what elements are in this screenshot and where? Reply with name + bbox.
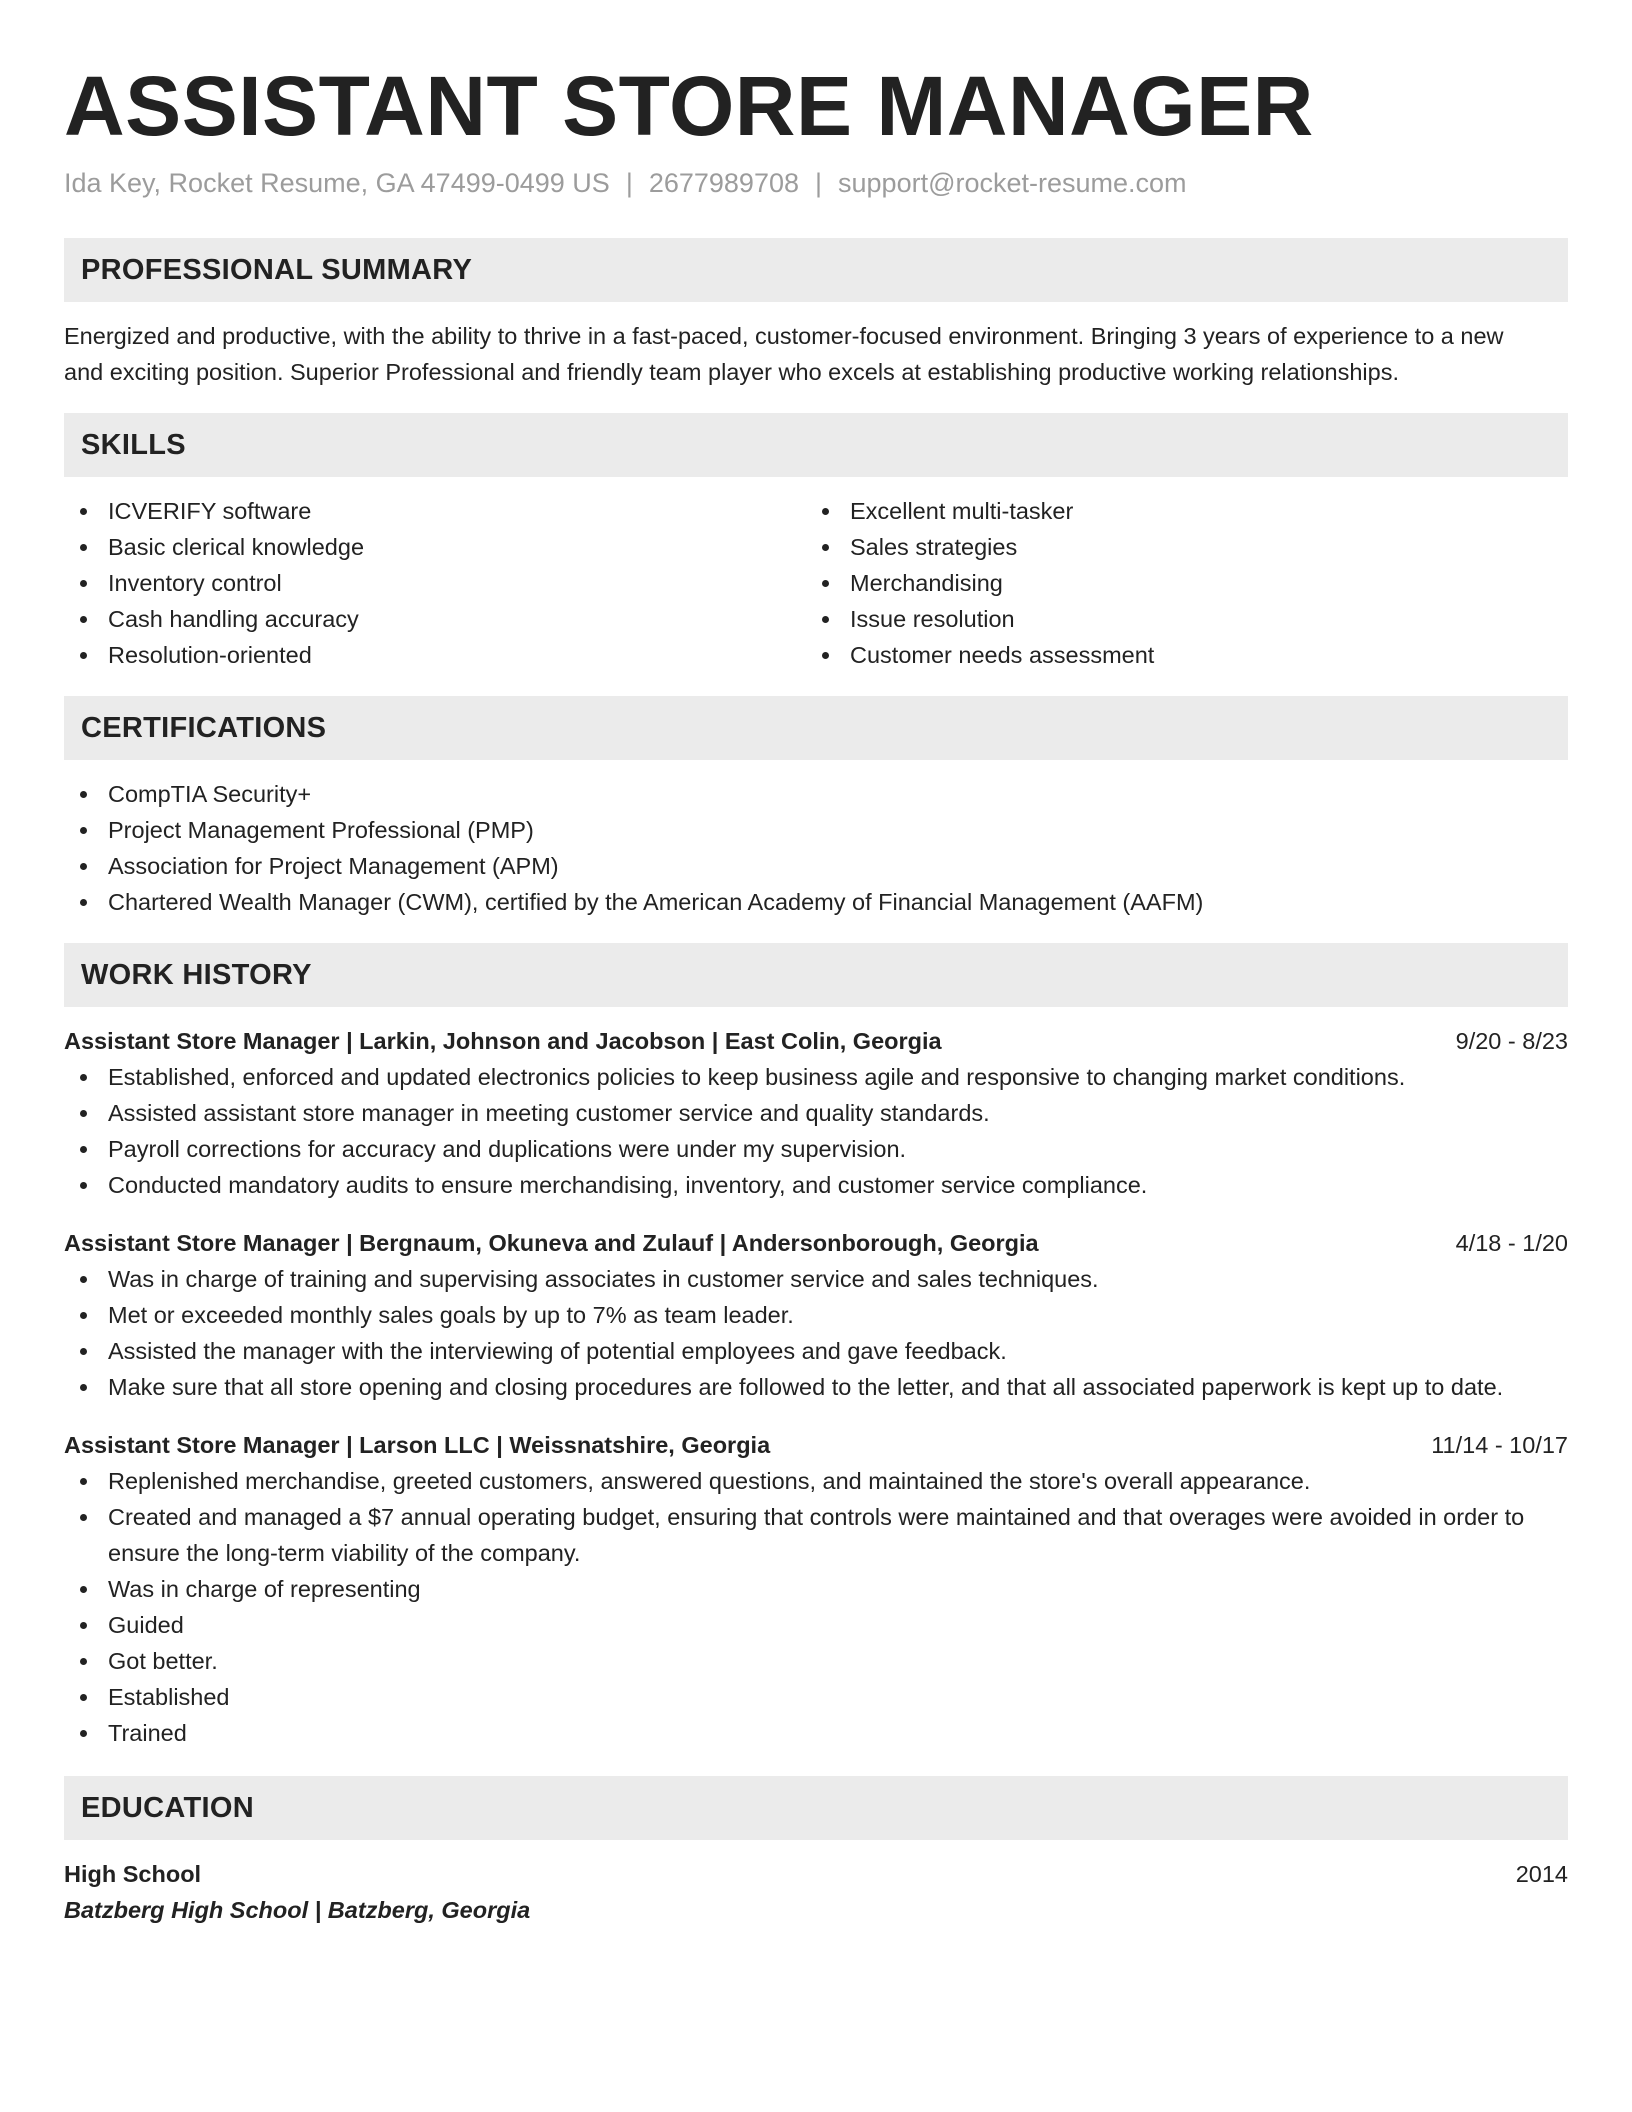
job-title: Assistant Store Manager | Larkin, Johnson and Jacobson | East Colin, Georgia [64, 1028, 942, 1054]
job-bullet: Created and managed a $7 annual operating budget, ensuring that controls were maintained and that overages were avoided in order to ensure the long-term viability of the company. [64, 1499, 1568, 1571]
certification-item: Project Management Professional (PMP) [64, 812, 1568, 848]
job-bullet: Established, enforced and updated electronics policies to keep business agile and responsive to changing market conditions. [64, 1059, 1568, 1095]
job-bullet: Replenished merchandise, greeted customers, answered questions, and maintained the store's overall appearance. [64, 1463, 1568, 1499]
skill-item: Resolution-oriented [64, 637, 806, 673]
job-entry [64, 1427, 1568, 1751]
job-bullet: Was in charge of training and supervising associates in customer service and sales techniques. [64, 1261, 1568, 1297]
skills-list-right [806, 493, 1548, 673]
job-bullet: Make sure that all store opening and closing procedures are followed to the letter, and that all associated paperwork is kept up to date. [64, 1369, 1568, 1405]
education-year: 2014 [1515, 1861, 1568, 1887]
job-header [64, 1023, 1568, 1059]
summary-text: Energized and productive, with the ability to thrive in a fast-paced, customer-focused environment. Bringing 3 years of experience to a new and exciting position. Superior Professional and friendly team player who excels at establishing productive working relationships. [64, 323, 1504, 385]
education-school: Batzberg High School | Batzberg, Georgia [64, 1897, 531, 1923]
skill-item: Customer needs assessment [806, 637, 1548, 673]
job-bullet: Got better. [64, 1643, 1568, 1679]
job-bullet: Guided [64, 1607, 1568, 1643]
section-header-summary: PROFESSIONAL SUMMARY [64, 238, 1568, 302]
job-bullet: Trained [64, 1715, 1568, 1751]
job-bullet: Conducted mandatory audits to ensure merchandising, inventory, and customer service compliance. [64, 1167, 1568, 1203]
education-entry [64, 1856, 1568, 1928]
skill-item: ICVERIFY software [64, 493, 806, 529]
resume-title: ASSISTANT STORE MANAGER [64, 59, 1314, 153]
job-dates: 11/14 - 10/17 [1431, 1432, 1568, 1458]
job-bullets [64, 1463, 1568, 1751]
job-header [64, 1225, 1568, 1261]
certifications-list [64, 776, 1568, 920]
contact-separator: | [815, 168, 823, 198]
job-bullets [64, 1261, 1568, 1405]
contact-address: Ida Key, Rocket Resume, GA 47499-0499 US [64, 168, 610, 198]
section-header-work-history: WORK HISTORY [64, 943, 1568, 1007]
education-degree: High School [64, 1861, 202, 1887]
job-bullet: Established [64, 1679, 1568, 1715]
job-bullet: Was in charge of representing [64, 1571, 1568, 1607]
certification-item: CompTIA Security+ [64, 776, 1568, 812]
job-header [64, 1427, 1568, 1463]
section-header-skills: SKILLS [64, 413, 1568, 477]
job-bullet: Assisted the manager with the interviewing of potential employees and gave feedback. [64, 1333, 1568, 1369]
job-title: Assistant Store Manager | Larson LLC | Weissnatshire, Georgia [64, 1432, 771, 1458]
job-title: Assistant Store Manager | Bergnaum, Okuneva and Zulauf | Andersonborough, Georgia [64, 1230, 1039, 1256]
job-bullet: Payroll corrections for accuracy and duplications were under my supervision. [64, 1131, 1568, 1167]
job-entry [64, 1023, 1568, 1203]
skill-item: Inventory control [64, 565, 806, 601]
job-bullets [64, 1059, 1568, 1203]
job-entry [64, 1225, 1568, 1405]
skills-columns [64, 493, 1568, 673]
skills-list-left [64, 493, 806, 673]
skill-item: Sales strategies [806, 529, 1548, 565]
contact-line [64, 166, 1568, 200]
certification-item: Chartered Wealth Manager (CWM), certified by the American Academy of Financial Management (AAFM) [64, 884, 1568, 920]
job-bullet: Met or exceeded monthly sales goals by up to 7% as team leader. [64, 1297, 1568, 1333]
skill-item: Cash handling accuracy [64, 601, 806, 637]
contact-email: support@rocket-resume.com [838, 168, 1187, 198]
skill-item: Merchandising [806, 565, 1548, 601]
contact-separator: | [625, 168, 633, 198]
skill-item: Excellent multi-tasker [806, 493, 1548, 529]
skill-item: Issue resolution [806, 601, 1548, 637]
resume-page [64, 0, 1568, 1928]
section-header-education: EDUCATION [64, 1776, 1568, 1840]
job-bullet: Assisted assistant store manager in meeting customer service and quality standards. [64, 1095, 1568, 1131]
education-header [64, 1856, 1568, 1892]
job-dates: 9/20 - 8/23 [1455, 1028, 1568, 1054]
contact-phone: 2677989708 [648, 168, 799, 198]
section-header-certifications: CERTIFICATIONS [64, 696, 1568, 760]
job-dates: 4/18 - 1/20 [1455, 1230, 1568, 1256]
skill-item: Basic clerical knowledge [64, 529, 806, 565]
certification-item: Association for Project Management (APM) [64, 848, 1568, 884]
